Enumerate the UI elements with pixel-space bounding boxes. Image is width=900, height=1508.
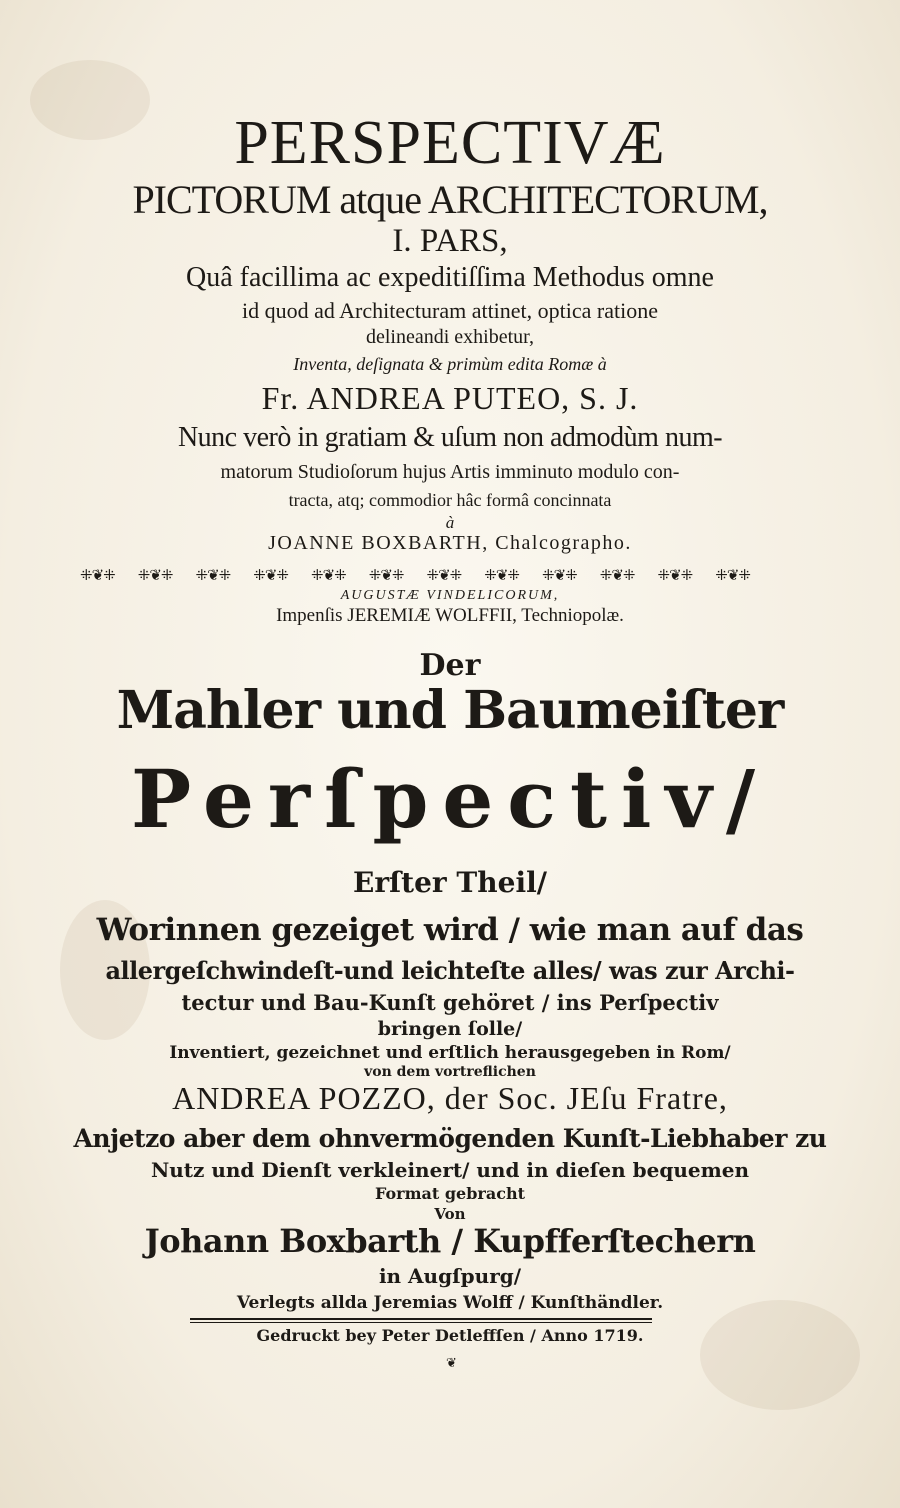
latin-invented: Inventa, deſignata & primùm edita Romæ à (293, 354, 607, 374)
german-from: von dem vortreflichen (364, 1064, 536, 1080)
german-now-line-2: Nutz und Dienſt verkleinert/ und in dieſen bequemen (150, 1158, 750, 1182)
ornament-icon: ⁜❦⁜ (137, 567, 173, 584)
ornament-border (80, 566, 750, 584)
german-title-line-2: Perſpectiv/ (130, 752, 770, 846)
german-author: ANDREA POZZO, der Soc. JEſu Fratre, (172, 1080, 728, 1116)
german-desc-line-1: Worinnen gezeiget wird / wie man auf das (96, 912, 804, 948)
german-engraver: Johann Boxbarth / Kupfferſtechern (144, 1222, 756, 1260)
latin-part: I. PARS, (392, 223, 508, 259)
latin-author: Fr. ANDREA PUTEO, S. J. (261, 380, 639, 416)
ornament-icon: ⁜❦⁜ (599, 567, 635, 584)
ornament-icon: ⁜❦⁜ (311, 567, 346, 584)
latin-desc-line-1: Quâ facillima ac expeditiſſima Methodus omne (186, 262, 714, 293)
latin-title: PERSPECTIVÆ (234, 109, 666, 177)
german-der: Der (419, 648, 481, 683)
ornament-icon: ⁜❦⁜ (426, 567, 462, 584)
ornament-icon: ⁜❦⁜ (542, 567, 577, 584)
latin-now-line-2: matorum Studioſorum hujus Artis imminuto modulo con- (220, 461, 680, 483)
printers-mark-icon: ❦ (446, 1355, 457, 1370)
ornament-icon: ⁜❦⁜ (80, 567, 115, 584)
ornament-icon: ⁜❦⁜ (253, 567, 288, 584)
german-now-line-1: Anjetzo aber dem ohnvermögenden Kunſt-Liebhaber zu (73, 1124, 827, 1153)
german-title-line-1: Mahler und Baumeiſter (116, 680, 784, 741)
divider-rule-thin (190, 1322, 652, 1323)
latin-publisher: Impenſis JEREMIÆ WOLFFII, Techniopolæ. (276, 605, 624, 626)
german-von: Von (434, 1205, 466, 1223)
german-desc-line-2: allergeſchwindeſt-und leichteſte alles/ was zur Archi- (105, 956, 795, 985)
ornament-icon: ⁜❦⁜ (195, 567, 231, 584)
latin-desc-line-2: id quod ad Architecturam attinet, optica ratione (241, 298, 659, 323)
german-invented: Inventiert, gezeichnet und erſtlich herausgegeben in Rom/ (169, 1043, 731, 1063)
latin-city: AUGUSTÆ VINDELICORUM, (340, 588, 560, 603)
ornament-icon: ⁜❦⁜ (657, 567, 693, 584)
german-city: in Augſpurg/ (378, 1264, 522, 1288)
latin-engraver: JOANNE BOXBARTH, Chalcographo. (268, 532, 632, 554)
latin-subtitle: PICTORUM atque ARCHITECTORUM, (132, 177, 768, 222)
latin-desc-line-3: delineandi exhibetur, (365, 326, 535, 348)
divider-rule (190, 1318, 652, 1320)
german-desc-line-3: tectur und Bau-Kunſt gehöret / ins Perſpectiv (181, 990, 719, 1015)
ornament-icon: ⁜❦⁜ (484, 567, 519, 584)
german-publisher: Verlegts allda Jeremias Wolff / Kunſthändler. (236, 1293, 664, 1313)
german-printer: Gedruckt bey Peter Detleffſen / Anno 1719. (256, 1326, 644, 1345)
german-desc-line-4: bringen ſolle/ (377, 1018, 523, 1040)
ornament-icon: ⁜❦⁜ (715, 567, 750, 584)
latin-now-line-3: tracta, atq; commodior hâc formâ concinnata (288, 490, 612, 510)
latin-now-line-1: Nunc verò in gratiam & uſum non admodùm num- (177, 422, 723, 453)
german-part: Erſter Theil/ (353, 866, 547, 899)
ornament-icon: ⁜❦⁜ (368, 567, 404, 584)
latin-a: à (445, 513, 455, 532)
paper-stain (700, 1300, 860, 1410)
german-now-line-3: Format gebracht (375, 1184, 525, 1203)
